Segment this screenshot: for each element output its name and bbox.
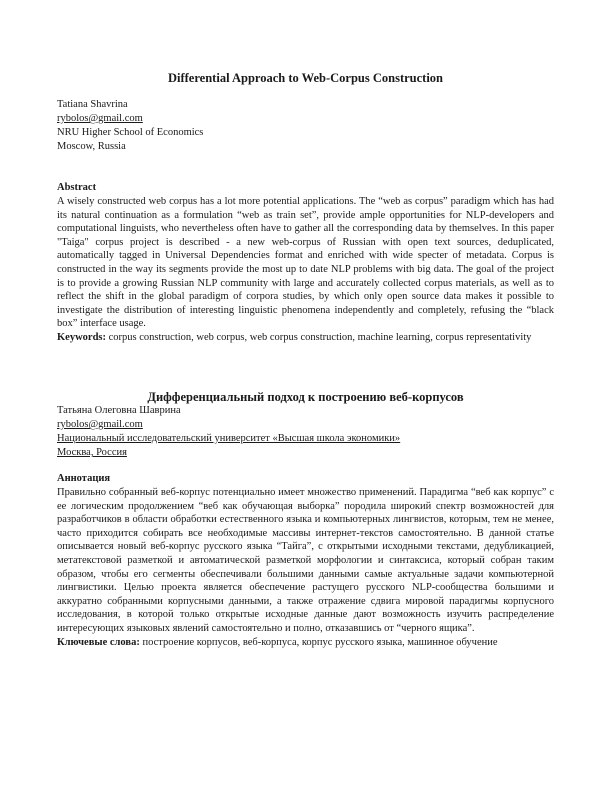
abstract-text-ru: Правильно собранный веб-корпус потенциально имеет множество применений. Парадигма “веб как корпус” с ее логическим продолжением “веб как обучающая выборка” породила широкий спектр возможностей для разработчиков в области обработки естественного языка и компьютерных лингвистов, которым, тем не менее, часто приходится собирать все необходимые массивы интернет-текстов самостоятельно. В данной статье описывается новый веб-корпус русского языка “Тайга”, с открытыми исходными текстами, дедубликацией, метатекстовой разметкой и автоматической разметкой морфологии и синтаксиса, который собран таким образом, чтобы его сегменты обеспечивали большими данными самые актуальные задачи компьютерной лингвистики. Целью проекта является обеспечение растущего русского NLP-сообщества большими и аккуратно собранными корпусными данными, а также отражение сдвига мировой парадигмы корпусного исследования, в которой только открытые исходные данные дают возможность изучить распределение интересующих языковых явлений самостоятельно и полно, отказавшись от “черного ящика”. <box>57 487 554 634</box>
author-location-ru: Москва, Россия <box>57 447 127 458</box>
keywords-en <box>57 331 554 345</box>
abstract-text-en: A wisely constructed web corpus has a lot more potential applications. The “web as corpus” paradigm which has had its natural continuation as a formulation “web as train set”, provide ample opportunities for NLP-developers and computational linguists, who nevertheless often have to gather all the corresponding data by themselves. In this paper "Taiga" corpus project is described - a new web-corpus of Russian with open text sources, deduplicated, automatically tagged in Universal Dependencies format and enriched with wide specter of metadata. Corpus is constructed in the way its segments provide the most up to date NLP problems with big data. The goal of the project is to provide a growing Russian NLP community with large and accurately collected corpus materials, as well as to reflect the shift in the global paradigm of corpora studies, by which only open source data makes it possible to investigate the distribution of interesting linguistic phenomena independently and completely, refusing the “black box” interface usage. <box>57 196 554 330</box>
keywords-text-ru: построение корпусов, веб-корпуса, корпус русского языка, машинное обучение <box>142 636 498 648</box>
author-block-en <box>57 98 527 154</box>
abstract-section-ru <box>57 472 554 649</box>
keywords-ru <box>57 636 554 650</box>
author-email-link-ru[interactable]: rybolos@gmail.com <box>57 419 143 430</box>
author-name-ru: Татьяна Олеговна Шаврина <box>57 405 181 416</box>
author-block-ru <box>57 404 527 460</box>
abstract-heading-en: Abstract <box>57 182 97 193</box>
abstract-section-en <box>57 181 554 345</box>
abstract-heading-ru: Аннотация <box>57 473 111 484</box>
author-affiliation-ru: Национальный исследовательский университет «Высшая школа экономики» <box>57 433 401 444</box>
author-email-link-en[interactable]: rybolos@gmail.com <box>57 113 143 124</box>
author-location-en: Moscow, Russia <box>57 141 126 152</box>
paper-title-ru: Дифференциальный подход к построению веб-корпусов <box>147 390 464 404</box>
keywords-text-en: corpus construction, web corpus, web corpus construction, machine learning, corpus representativity <box>108 331 532 343</box>
keywords-label-en: Keywords: <box>57 331 106 343</box>
paper-title-en: Differential Approach to Web-Corpus Construction <box>167 71 443 85</box>
author-affiliation-en: NRU Higher School of Economics <box>57 127 204 138</box>
author-name-en: Tatiana Shavrina <box>57 99 128 110</box>
keywords-label-ru: Ключевые слова: <box>57 636 140 648</box>
